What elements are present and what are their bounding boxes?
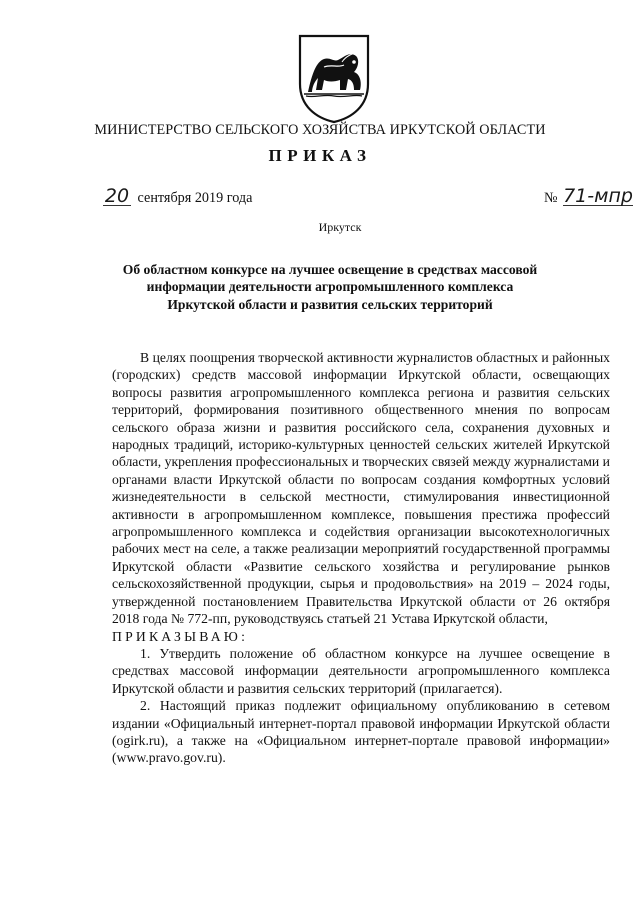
number-value-handwritten: 71-мпр: [563, 185, 633, 207]
date-day-handwritten: 20: [104, 185, 130, 207]
document-type-title: ПРИКАЗ: [268, 146, 372, 165]
preamble-paragraph: В целях поощрения творческой активности журналистов областных и районных (городских) средств массовой информации Иркутской области, освещающих вопросы развития агропромышленного комплекса региона и развития сельских территорий, формирования позитивного общественного мнения по вопросам сельского образа жизни и развития российского села, сохранения духовных и народных традиций, историко-культурных ценностей сельских жителей Иркутской области, укрепления профессиональных и творческих связей между журналистами и органами власти Иркутской области по вопросам создания комфортных условий жизнедеятельности в сельской местности, стимулирования инвестиционной активности в агропромышленном комплексе, повышения престижа профессий агропромышленного комплекса и содействия организации высокотехнологичных рабочих мест на селе, а также реализации мероприятий государственной программы Иркутской области «Развитие сельского хозяйства и регулирование рынков сельскохозяйственной продукции, сырья и продовольствия» на 2019 – 2024 годы, утвержденной постановлением Правительства Иркутской области от 26 октября 2018 года № 772-пп, руководствуясь статьей 21 Устава Иркутской области,: [112, 350, 610, 627]
date-month-year: сентября 2019 года: [137, 190, 253, 206]
ministry-name: МИНИСТЕРСТВО СЕЛЬСКОГО ХОЗЯЙСТВА ИРКУТСКОЙ ОБЛАСТИ: [94, 122, 546, 138]
order-item-1: 1. Утвердить положение об областном конкурсе на лучшее освещение в средствах массовой информации деятельности агропромышленного комплекса Иркутской области и развития сельских территорий (прилагается).: [112, 645, 610, 696]
order-date: [103, 187, 252, 207]
order-number: [544, 187, 633, 207]
orders-word: ПРИКАЗЫВАЮ:: [112, 628, 249, 644]
order-body: [112, 349, 610, 767]
city-name: Иркутск: [318, 220, 362, 234]
irkutsk-coat-of-arms-emblem: [294, 32, 374, 124]
order-subject: Об областном конкурсе на лучшее освещение в средствах массовой информации деятельности агропромышленного комплекса Иркутской области и развития сельских территорий: [122, 262, 538, 312]
number-sign: №: [544, 190, 558, 206]
order-item-2: 2. Настоящий приказ подлежит официальному опубликованию в сетевом издании «Официальный интернет-портал правовой информации Иркутской области (ogirk.ru), а также на «Официальном интернет-портале правовой информации» (www.pravo.gov.ru).: [112, 698, 610, 766]
